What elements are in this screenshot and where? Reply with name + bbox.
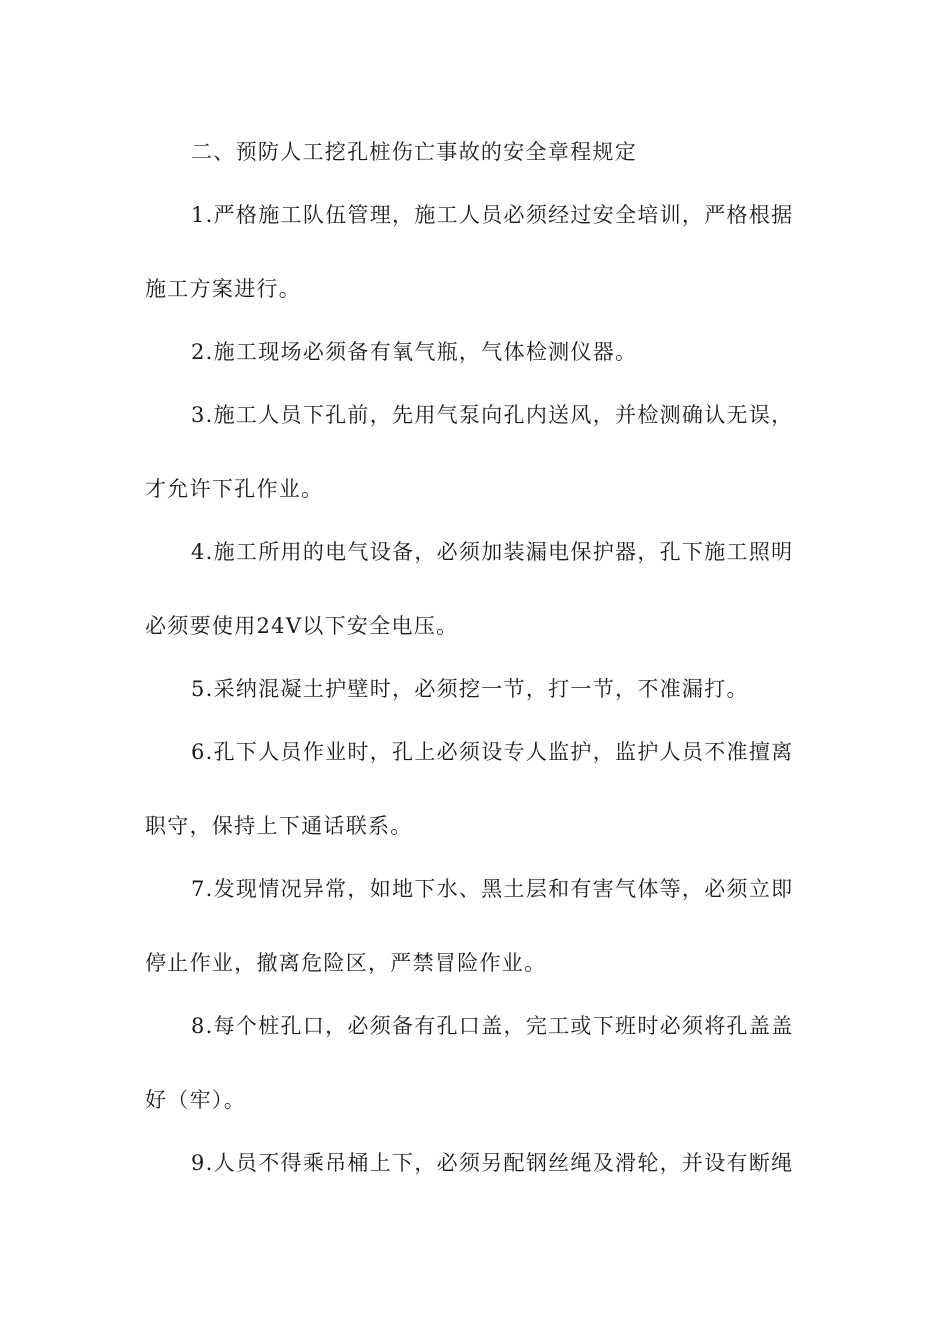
paragraph-line: 7.发现情况异常，如地下水、黑土层和有害气体等，必须立即 [191,877,794,901]
paragraph-line: 5.采纳混凝土护壁时，必须挖一节，打一节，不准漏打。 [191,677,749,701]
paragraph-line: 才允许下孔作业。 [145,477,324,501]
paragraph-line: 2.施工现场必须备有氧气瓶，气体检测仪器。 [191,340,638,364]
paragraph-line: 9.人员不得乘吊桶上下，必须另配钢丝绳及滑轮，并设有断绳 [191,1151,794,1175]
paragraph-line: 施工方案进行。 [145,277,302,301]
paragraph-line: 6.孔下人员作业时，孔上必须设专人监护，监护人员不准擅离 [191,740,794,764]
paragraph-line: 1.严格施工队伍管理，施工人员必须经过安全培训，严格根据 [191,203,794,227]
paragraph-line: 必须要使用24V以下安全电压。 [145,614,459,638]
paragraph-line: 职守，保持上下通话联系。 [145,814,413,838]
paragraph-line: 好（牢）。 [145,1088,246,1112]
paragraph-line: 停止作业，撤离危险区，严禁冒险作业。 [145,951,547,975]
paragraph-line: 8.每个桩孔口，必须备有孔口盖，完工或下班时必须将孔盖盖 [191,1014,794,1038]
paragraph-line: 3.施工人员下孔前，先用气泵向孔内送风，并检测确认无误， [191,403,794,427]
paragraph-line: 4.施工所用的电气设备，必须加装漏电保护器，孔下施工照明 [191,540,794,564]
section-heading: 二、预防人工挖孔桩伤亡事故的安全章程规定 [191,140,637,164]
